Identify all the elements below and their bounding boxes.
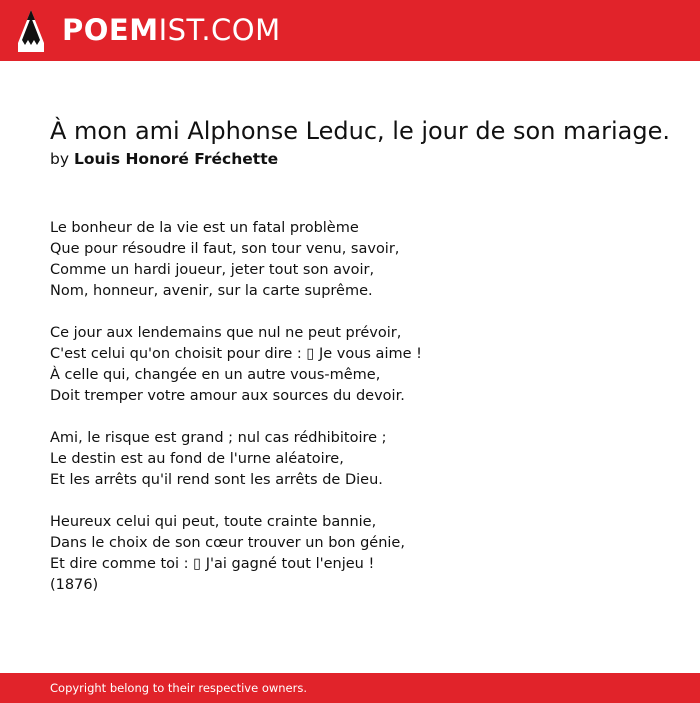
by-label: by — [50, 150, 70, 168]
pencil-tip-icon[interactable] — [16, 9, 46, 53]
site-logo-text[interactable] — [62, 10, 281, 50]
poem-line: Ami, le risque est grand ; nul cas rédhibitoire ; — [50, 430, 387, 446]
poem-line: À celle qui, changée en un autre vous-même, — [50, 367, 381, 383]
poem-line: Comme un hardi joueur, jeter tout son avoir, — [50, 262, 375, 278]
stanza-3 — [50, 428, 670, 491]
poem-line: Que pour résoudre il faut, son tour venu, savoir, — [50, 241, 400, 257]
poem-line: Nom, honneur, avenir, sur la carte suprême. — [50, 283, 373, 299]
poem-line: Ce jour aux lendemains que nul ne peut prévoir, — [50, 325, 402, 341]
byline — [50, 148, 278, 170]
brand-light: IST.COM — [158, 13, 281, 47]
author-name: Louis Honoré Fréchette — [73, 150, 279, 168]
footer-bar — [0, 673, 700, 703]
poem-title: À mon ami Alphonse Leduc, le jour de son mariage. — [50, 117, 671, 145]
header-bar — [0, 0, 700, 61]
brand-bold: POEM — [62, 13, 159, 47]
poem-line: Doit tremper votre amour aux sources du devoir. — [50, 388, 405, 404]
poem-line: Le bonheur de la vie est un fatal problème — [50, 220, 359, 236]
poem-line: Et les arrêts qu'il rend sont les arrêts de Dieu. — [50, 472, 383, 488]
poem-line: Et dire comme toi : ▯ J'ai gagné tout l'enjeu ! — [50, 556, 375, 572]
stanza-1 — [50, 218, 670, 302]
stanza-4 — [50, 512, 670, 575]
stanza-2 — [50, 323, 670, 407]
poem-year: (1876) — [50, 577, 99, 593]
poem-line: Dans le choix de son cœur trouver un bon génie, — [50, 535, 405, 551]
poem-line: Le destin est au fond de l'urne aléatoire, — [50, 451, 344, 467]
copyright-text: Copyright belong to their respective owners. — [50, 681, 308, 695]
poem-line: C'est celui qu'on choisit pour dire : ▯ Je vous aime ! — [50, 346, 422, 362]
poem-body — [50, 218, 670, 596]
poem-line: Heureux celui qui peut, toute crainte bannie, — [50, 514, 377, 530]
